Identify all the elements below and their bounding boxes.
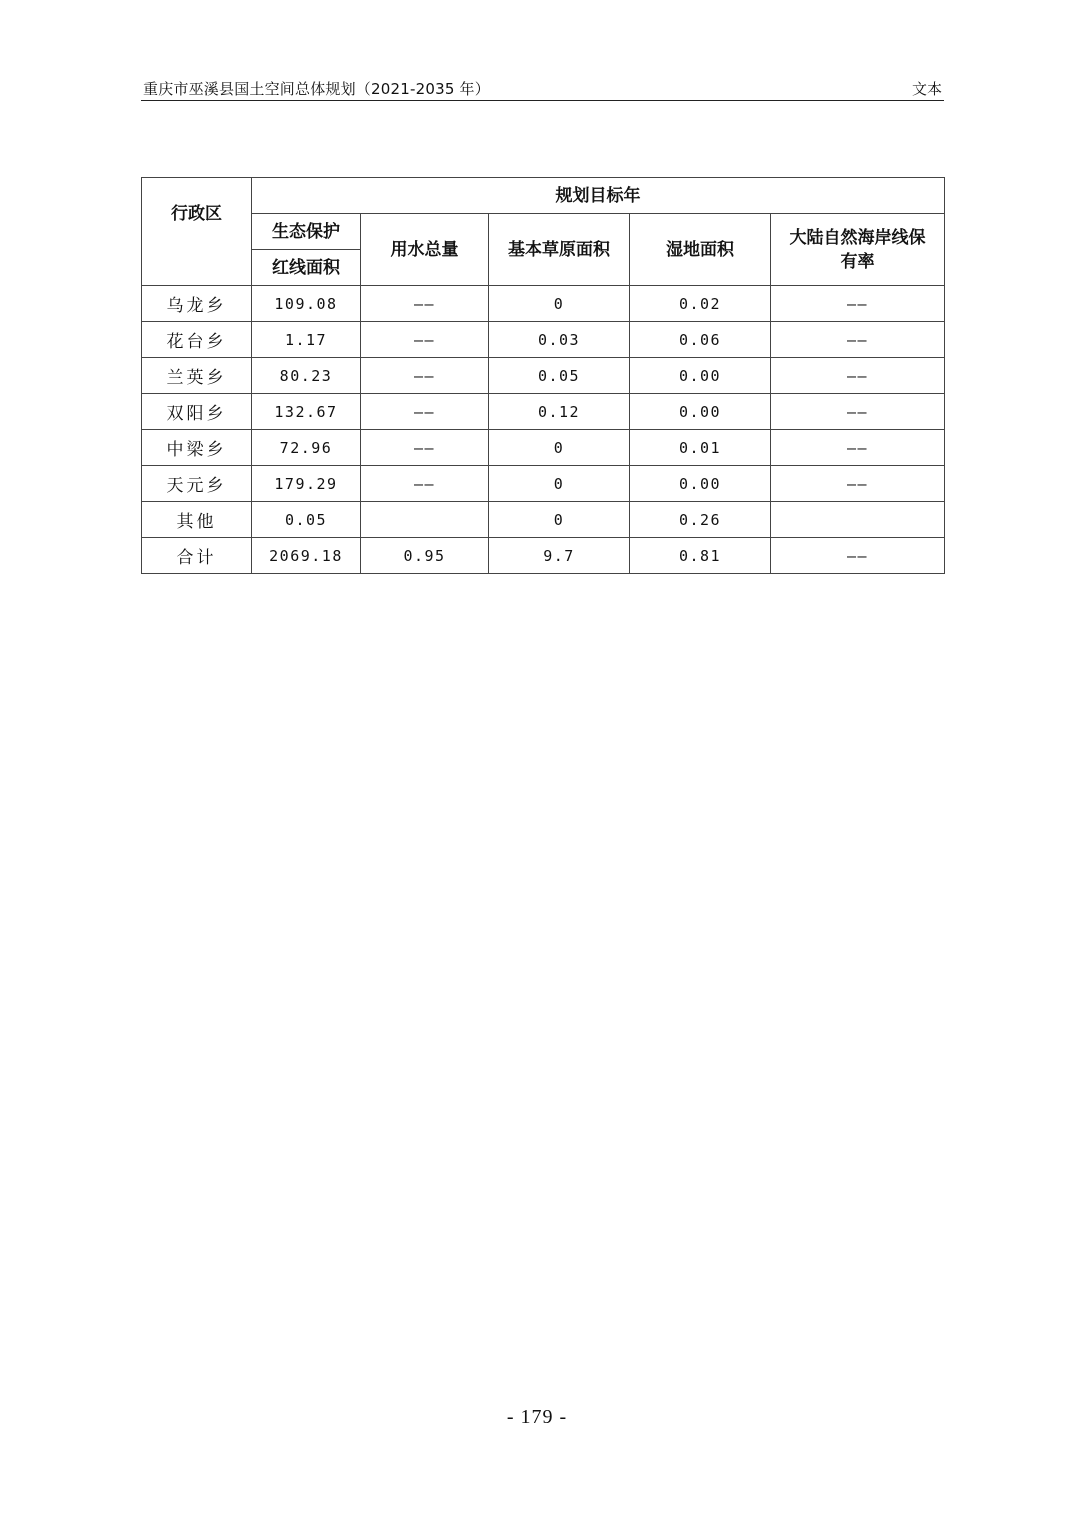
header-coastline: [771, 214, 945, 286]
cell-coastline: ——: [771, 358, 945, 394]
table-row: [142, 286, 945, 322]
cell-region: 其他: [142, 502, 252, 538]
cell-wetland: 0.06: [630, 322, 771, 358]
cell-water: ——: [361, 322, 489, 358]
cell-eco: 179.29: [252, 466, 361, 502]
cell-grassland: 9.7: [489, 538, 630, 574]
cell-coastline: ——: [771, 466, 945, 502]
table-row: [142, 502, 945, 538]
cell-eco: 109.08: [252, 286, 361, 322]
cell-eco: 1.17: [252, 322, 361, 358]
cell-region: 花台乡: [142, 322, 252, 358]
header-wetland: 湿地面积: [630, 214, 771, 286]
cell-water: ——: [361, 358, 489, 394]
page-header: [141, 76, 944, 101]
table-row: [142, 394, 945, 430]
cell-coastline: ——: [771, 322, 945, 358]
header-eco-redline-line2: 红线面积: [252, 250, 361, 286]
cell-wetland: 0.00: [630, 466, 771, 502]
cell-grassland: 0.03: [489, 322, 630, 358]
cell-water: ——: [361, 430, 489, 466]
cell-eco: 132.67: [252, 394, 361, 430]
header-region: 行政区: [142, 178, 252, 286]
cell-coastline: ——: [771, 394, 945, 430]
cell-wetland: 0.81: [630, 538, 771, 574]
cell-grassland: 0: [489, 430, 630, 466]
table-row: [142, 322, 945, 358]
cell-wetland: 0.01: [630, 430, 771, 466]
cell-coastline: [771, 502, 945, 538]
cell-grassland: 0: [489, 502, 630, 538]
cell-grassland: 0.05: [489, 358, 630, 394]
cell-water: 0.95: [361, 538, 489, 574]
cell-region: 兰英乡: [142, 358, 252, 394]
header-basic-grassland: 基本草原面积: [489, 214, 630, 286]
cell-water: ——: [361, 466, 489, 502]
planning-target-table: [141, 177, 945, 574]
cell-region: 天元乡: [142, 466, 252, 502]
cell-eco: 0.05: [252, 502, 361, 538]
cell-wetland: 0.00: [630, 358, 771, 394]
header-coastline-line2: 有率: [840, 251, 875, 272]
page-number: - 179 -: [506, 1406, 568, 1428]
cell-water: ——: [361, 286, 489, 322]
cell-grassland: 0: [489, 466, 630, 502]
cell-eco: 2069.18: [252, 538, 361, 574]
table-row: [142, 358, 945, 394]
table-row: [142, 430, 945, 466]
cell-region: 中梁乡: [142, 430, 252, 466]
cell-wetland: 0.26: [630, 502, 771, 538]
table-row-total: [142, 538, 945, 574]
header-coastline-line1: 大陆自然海岸线保: [789, 227, 926, 248]
cell-grassland: 0: [489, 286, 630, 322]
cell-eco: 72.96: [252, 430, 361, 466]
cell-region: 合计: [142, 538, 252, 574]
section-label: 文本: [911, 80, 942, 98]
cell-wetland: 0.00: [630, 394, 771, 430]
header-group-target-year: 规划目标年: [252, 178, 945, 214]
cell-region: 乌龙乡: [142, 286, 252, 322]
header-water-total: 用水总量: [361, 214, 489, 286]
cell-coastline: ——: [771, 538, 945, 574]
cell-wetland: 0.02: [630, 286, 771, 322]
cell-coastline: ——: [771, 430, 945, 466]
cell-water: [361, 502, 489, 538]
cell-water: ——: [361, 394, 489, 430]
cell-region: 双阳乡: [142, 394, 252, 430]
cell-grassland: 0.12: [489, 394, 630, 430]
document-title: 重庆市巫溪县国土空间总体规划（2021-2035 年）: [143, 80, 490, 98]
table-row: [142, 466, 945, 502]
cell-coastline: ——: [771, 286, 945, 322]
header-eco-redline-line1: 生态保护: [252, 214, 361, 250]
cell-eco: 80.23: [252, 358, 361, 394]
